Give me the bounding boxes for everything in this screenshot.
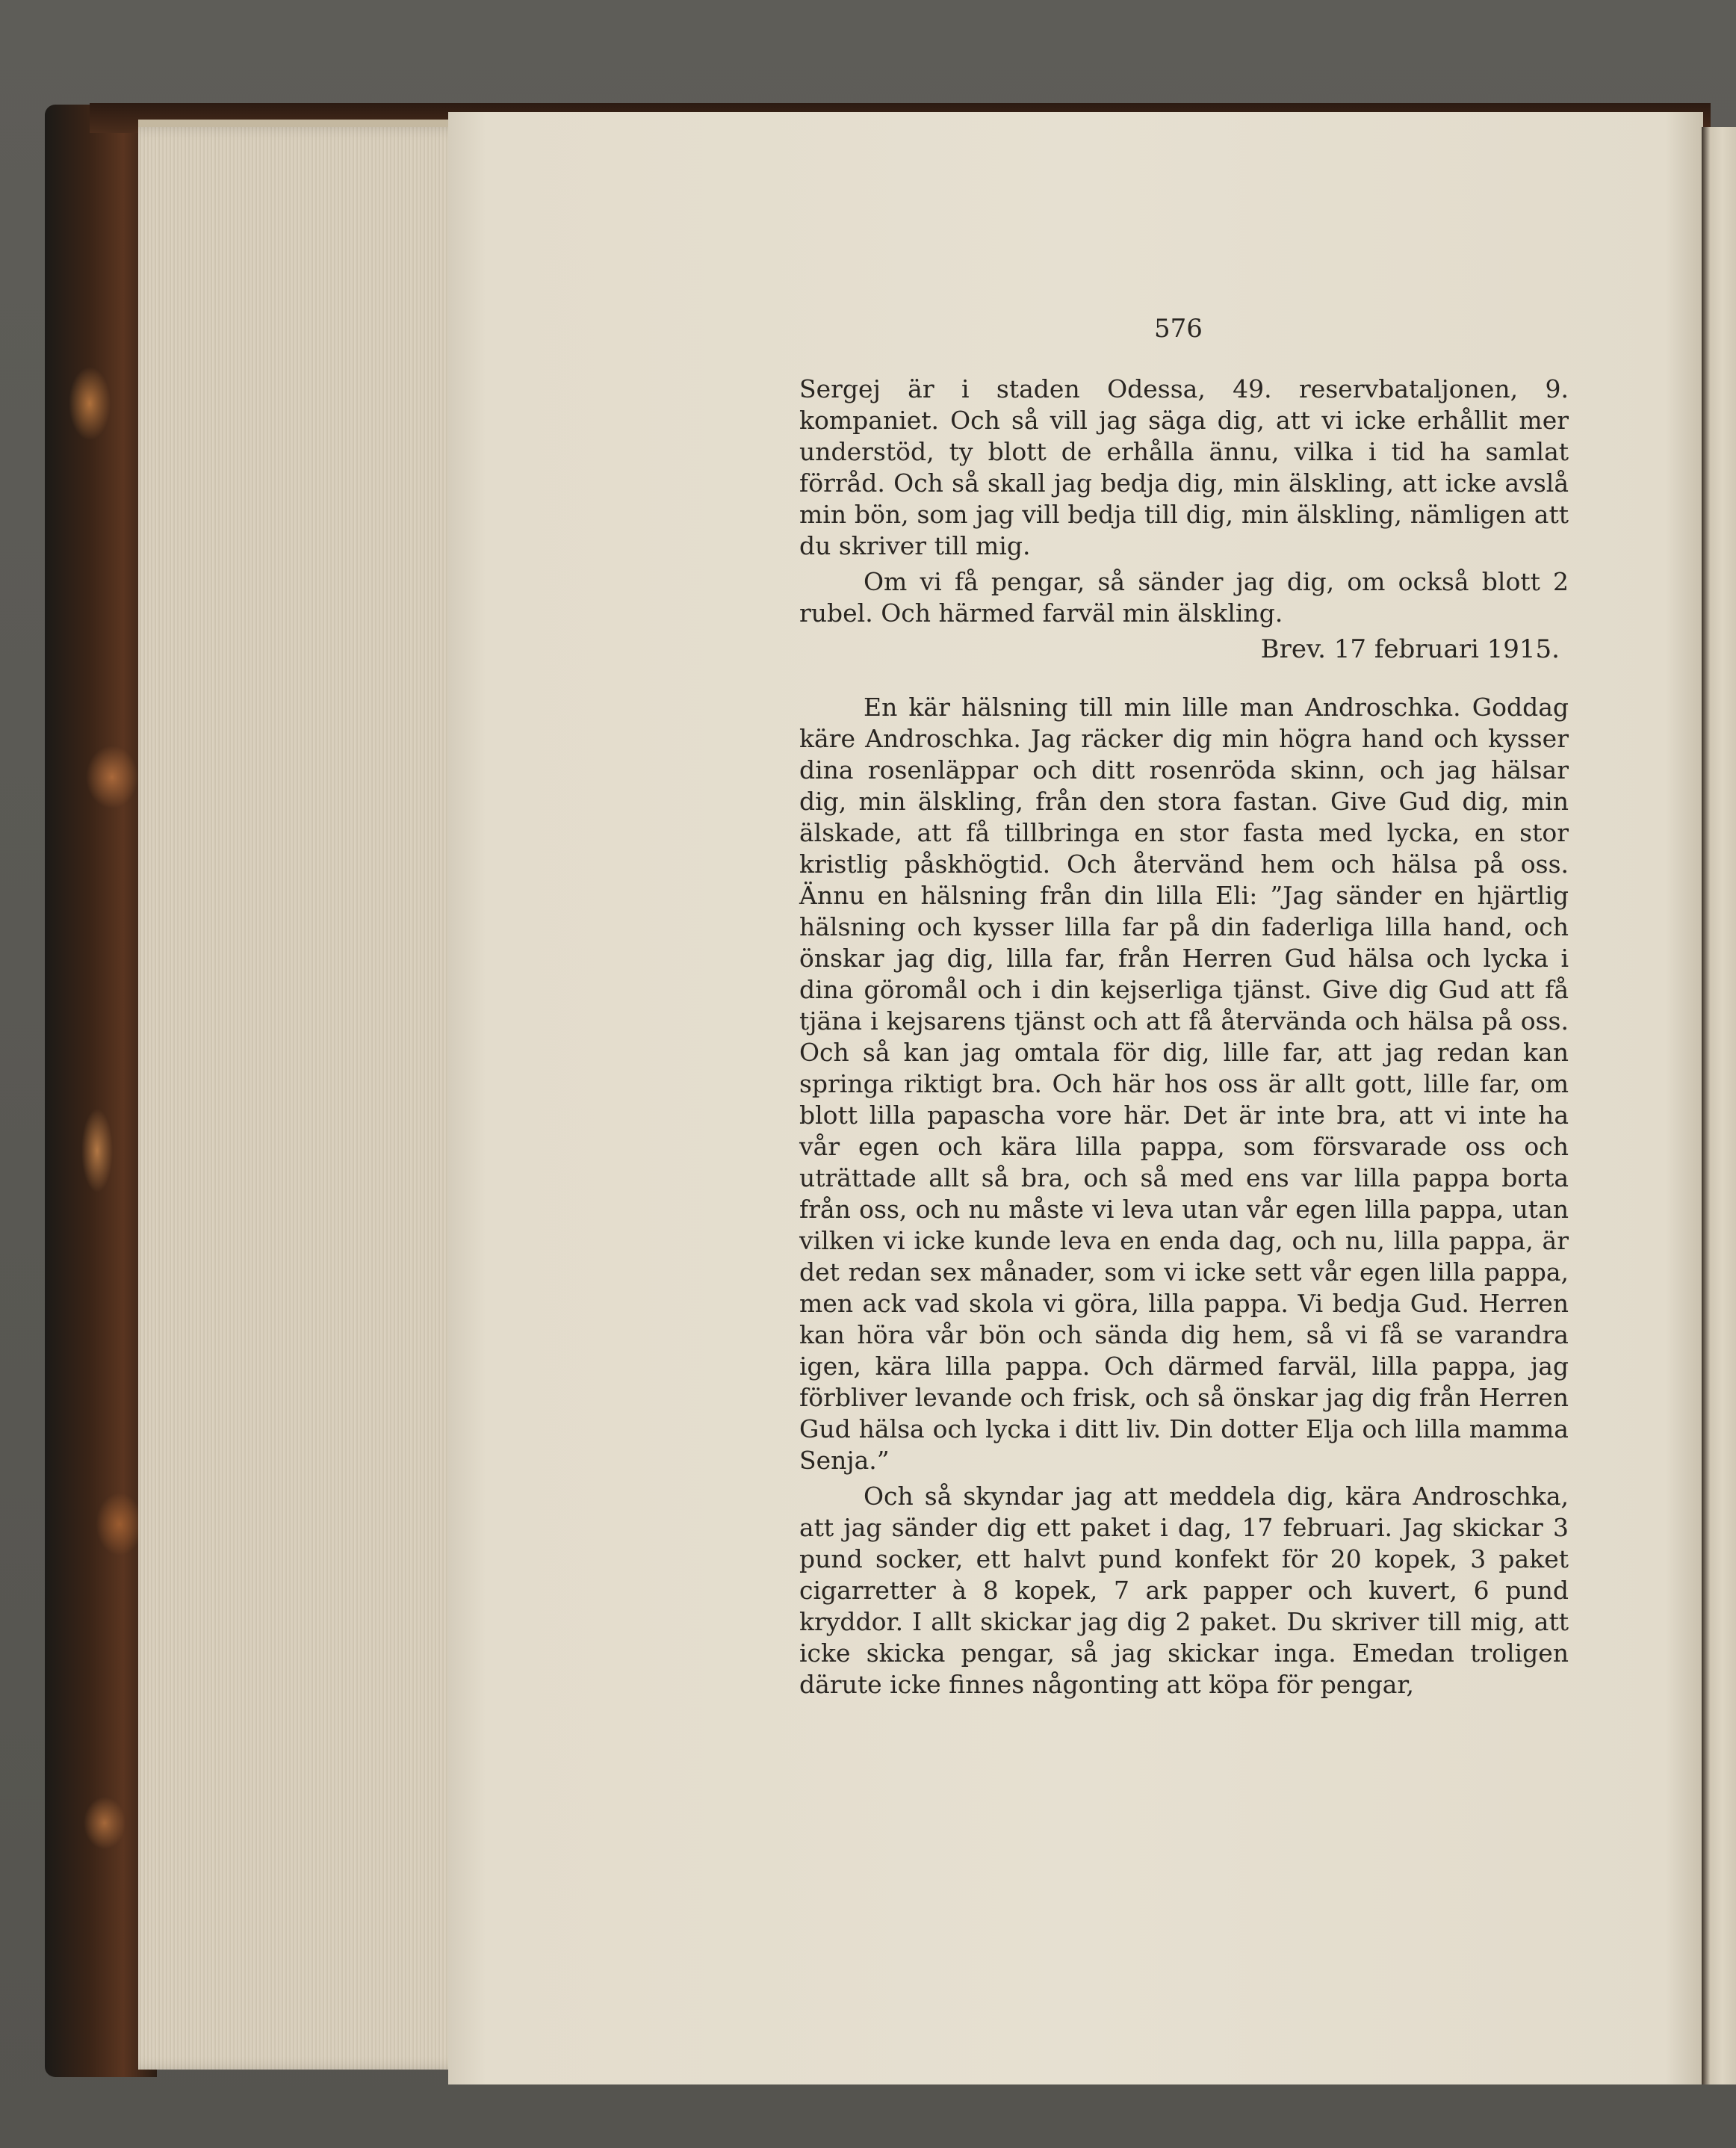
paragraph-1: Sergej är i staden Odessa, 49. reservbataljonen, 9. kompaniet. Och så vill jag säga dig, att vi icke erhållit mer understöd, ty blott de erhålla ännu, vilka i tid ha samlat förråd. Och så skall jag bedja dig, min älskling, att icke avslå min bön, som jag vill bedja till dig, min älskling, nämligen att du skriver till mig.: [799, 374, 1569, 560]
page-edge-stack: [138, 127, 467, 2070]
paragraph-3: En kär hälsning till min lille man Androschka. Goddag käre Androschka. Jag räcker dig min högra hand och kysser dina rosenläppar och ditt rosenröda skinn, och jag hälsar dig, min älskling, från den stora fastan. Give Gud dig, min älskade, att få tillbringa en stor fasta med lycka, en stor kristlig påskhögtid. Och återvänd hem och hälsa på oss. Ännu en hälsning från din lilla Eli: ”Jag sänder en hjärtlig hälsning och kysser lilla far på din faderliga lilla hand, och önskar jag dig, lilla far, från Herren Gud hälsa och lycka i dina göromål och i din kejserliga tjänst. Give dig Gud att få tjäna i kejsarens tjänst och att få återvända och hälsa på oss. Och så kan jag omtala för dig, lille far, att jag redan kan springa riktigt bra. Och här hos oss är allt gott, lille far, om blott lilla papascha vore här. Det är inte bra, att vi inte ha vår egen och kära lilla pappa, som försvarade oss och uträttade allt så bra, och så med ens var lilla pappa borta från oss, och nu måste vi leva utan vår egen lilla pappa, utan vilken vi icke kunde leva en enda dag, och nu, lilla pappa, är det redan sex månader, som vi icke sett vår egen lilla pappa, men ack vad skola vi göra, lilla pappa. Vi bedja Gud. Herren kan höra vår bön och sända dig hem, så vi få se varandra igen, kära lilla pappa. Och därmed farväl, lilla pappa, jag förbliver levande och frisk, och så önskar jag dig från Herren Gud hälsa och lycka i ditt liv. Din dotter Elja och lilla mamma Senja.”: [799, 693, 1569, 1475]
paragraph-2: Om vi få pengar, så sänder jag dig, om också blott 2 rubel. Och härmed farväl min älskling.: [799, 567, 1569, 628]
page-number: 576: [1154, 314, 1203, 344]
paragraph-4: Och så skyndar jag att meddela dig, kära Androschka, att jag sänder dig ett paket i dag, 17 februari. Jag skickar 3 pund socker, ett halvt pund konfekt för 20 kopek, 3 paket cigarretter à 8 kopek, 7 ark papper och kuvert, 6 pund kryddor. I allt skickar jag dig 2 paket. Du skriver till mig, att icke skicka pengar, så jag skickar inga. Emedan troligen därute icke finnes någonting att köpa för pengar,: [799, 1482, 1569, 1699]
page-text: [799, 374, 1569, 1700]
facing-page-edge: [1702, 127, 1736, 2084]
letter-heading: Brev. 17 februari 1915.: [1260, 634, 1560, 664]
